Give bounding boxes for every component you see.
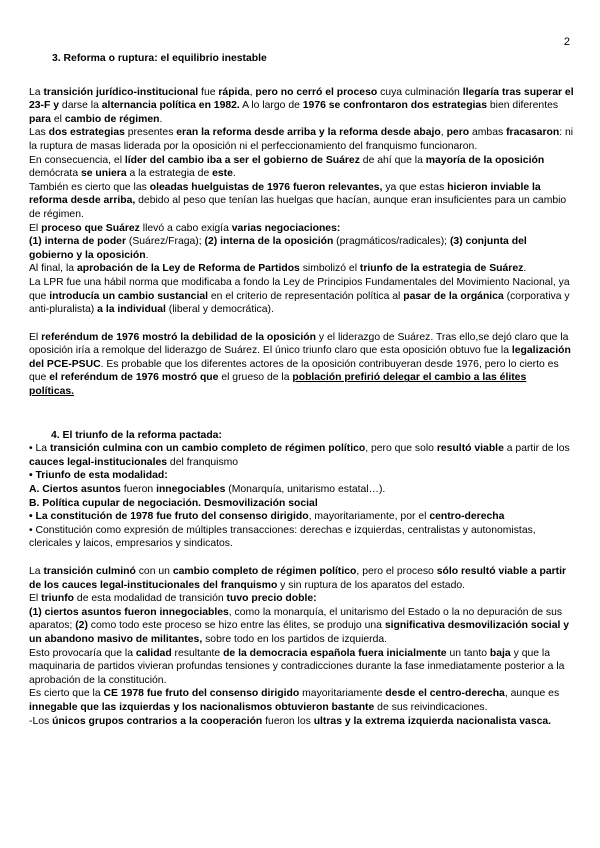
text-run: hicieron inviable la reforma desde arriba, [29,181,541,207]
text-run: para [29,113,51,125]
text-run: pero no cerró el proceso [255,86,378,98]
text-run: : ni la ruptura de masas liderada por la oposición ni el perfeccionamiento del franquismo funcionaron. [29,127,574,152]
text-run: (1) interna de poder [29,236,126,248]
paragraph [29,222,574,236]
text-run: Al final, la [29,263,77,275]
text-run: calidad [135,647,172,659]
paragraph [29,154,574,181]
section-4-heading: 4. El triunfo de la reforma pactada: [51,429,222,441]
text-run: transición culmina con un cambio completo de régimen político [49,443,366,455]
text-run: del franquismo [167,456,239,468]
text-run: población prefirió delegar el cambio a las élites políticas. [29,372,527,398]
text-run: resultante [171,647,224,659]
text-run: . Es probable que los diferentes actores de la oposición contribuyeran desde 1976, pero lo cierto es que [29,358,559,384]
paragraph [29,687,574,714]
paragraph [29,565,574,592]
text-run: de sus reivindicaciones. [374,701,488,713]
paragraph [29,126,574,153]
paragraph [29,592,574,606]
text-run: triunfo de la estrategia de Suárez [359,263,524,275]
text-run: cauces legal-institucionales [29,456,168,468]
list-item [29,524,574,551]
text-run: cambio completo de régimen político [172,566,357,577]
text-run: A. Ciertos asuntos [29,484,121,496]
text-run: líder del cambio iba a ser el gobierno de Suárez [124,154,360,166]
text-run: innegable que las izquierdas y los nacionalismos obtuvieron bastante [29,701,375,713]
text-run: tuvo precio doble: [226,593,317,605]
section-3-heading: 3. Reforma o ruptura: el equilibrio inestable [52,53,267,64]
page-content [29,52,574,728]
text-run: El [29,593,42,605]
text-run: sobre todo en los partidos de izquierda. [202,633,388,645]
text-run: cuya culminación [377,86,463,98]
page-number: 2 [563,36,570,48]
text-run: transición jurídico-institucional [43,86,199,98]
text-run: de esta modalidad de transición [74,593,227,605]
text-run: , pero que solo [365,443,437,455]
text-run: (pragmáticos/radicales); [333,236,450,248]
text-run: La [29,566,44,577]
text-run: La LPR fue una hábil norma que modificaba a fondo la Ley de Principios Fundamentales del Movimiento Nacional, ya que [29,276,570,302]
text-run: eran la reforma desde arriba y la reforma desde abajo [176,127,441,139]
list-item [29,469,574,483]
text-run: introducía un cambio sustancial [49,290,209,302]
paragraph [29,262,574,276]
text-run: , como la monarquía, el unitarismo del Estado o la no depuración de sus aparatos; [29,606,563,632]
text-run: únicos grupos contrarios a la cooperación [52,715,263,727]
text-run: referéndum de 1976 mostró la debilidad de la oposición [41,331,316,343]
list-item [29,483,574,497]
text-run: alternancia política en 1982. [101,100,240,112]
text-run: con un [135,566,173,577]
text-run: innegociables [156,484,226,496]
text-run: darse la [59,100,102,112]
text-run: . [145,249,149,261]
text-run: este [212,168,233,180]
text-run: . [523,263,527,275]
text-run: a partir de los [503,443,570,455]
text-run: se uniera [80,168,127,180]
text-run: (2) interna de la oposición [204,236,334,248]
text-run: el [50,113,65,125]
text-run: legalización del PCE-PSUC [29,345,571,370]
text-run: un tanto [446,647,490,659]
text-run: el referéndum de 1976 mostró que [49,372,219,384]
text-run: proceso que Suárez [41,222,140,234]
text-run: A lo largo de [239,100,303,112]
text-run: La [29,86,44,98]
text-run: y el liderazgo de Suárez. Tras ello,se dejó claro que la oposición iría a remolque del liderazgo de Suárez. El único triunfo claro que esta oposición obtuvo fue la [29,331,569,357]
text-run: resultó viable [436,443,504,455]
text-run: (Suárez/Fraga); [126,236,205,248]
text-run: (liberal y democrática). [165,304,274,316]
text-run: ultras y la extrema izquierda nacionalista vasca. [313,715,552,727]
text-run: en el criterio de representación política al [208,290,404,302]
text-run: simbolizó el [299,263,360,275]
text-run: El [29,222,42,234]
text-run: . [159,113,163,125]
paragraph [29,276,574,317]
text-run: . [232,168,236,180]
text-run: de la democracia española fuera inicialmente [223,647,447,659]
text-run: ambas [469,127,507,139]
text-run: En consecuencia, el [29,154,125,166]
text-run: Es cierto que la [29,688,104,700]
text-run: centro-derecha [429,511,505,523]
text-run: dos estrategias [48,127,125,139]
text-run: debido al peso que tenían las huelgas que hacían, aunque eran insuficientes para un cambio de régimen. [29,195,567,220]
text-run: , mayoritariamente, por el [308,511,430,523]
text-run: pasar de la orgánica [403,290,504,302]
text-run: varias negociaciones: [231,222,341,234]
text-run: a la individual [97,304,166,316]
text-run: • La constitución de 1978 fue fruto del consenso dirigido [29,511,309,523]
text-run: significativa desmovilización social y un abandono masivo de militantes, [29,620,570,645]
paragraph [29,647,574,688]
paragraph [29,331,574,399]
text-run: ya que estas [382,181,448,193]
text-run: como todo este proceso se hizo entre las élites, se produjo una [87,620,385,632]
text-run: oleadas huelguistas de 1976 fueron relevantes, [149,181,383,193]
text-run: a la estrategia de [126,168,213,180]
list-item [29,442,574,469]
list-item [29,510,574,524]
text-run: También es cierto que las [29,181,150,193]
text-run: desde el centro-derecha [385,688,505,700]
text-run: , pero el proceso [356,566,437,577]
text-run: de ahí que la [359,154,426,166]
text-run: transición culminó [43,566,136,577]
text-run: , [249,86,256,98]
text-run: cambio de régimen [64,113,160,125]
text-run: triunfo [41,593,75,605]
text-run: Esto provocaría que la [29,647,136,659]
text-run: (corporativa y anti-pluralista) [29,290,570,316]
text-run: demócrata [29,168,81,180]
text-run: (Monarquía, unitarismo estatal…). [225,484,386,496]
text-run: llevó a cabo exigía [139,222,232,234]
text-run: el grueso de la [218,372,293,384]
text-run: 1976 se confrontaron dos estrategias [302,100,487,112]
text-run: baja [489,647,511,659]
paragraph [29,606,574,647]
text-run: rápida [218,86,250,98]
text-run: llegaría tras superar el 23-F y [29,86,574,112]
text-run: fueron los [262,715,314,727]
text-run: y que la maquinaria de partidos vivieran profundas tensiones y contradicciones durante la fase inmediatamente posterior a la aprobación de la constitución. [29,647,565,686]
text-run: (3) conjunta del gobierno y la oposición [29,236,527,261]
text-run: presentes [124,127,177,139]
text-run: • Triunfo de esta modalidad: [29,470,168,482]
text-run: mayoritariamente [299,688,386,700]
text-run: pero [446,127,470,139]
text-run: y sin ruptura de los aparatos del estado. [277,579,466,591]
text-run: • La [29,443,50,455]
text-run: , [440,127,447,139]
paragraph [29,235,574,262]
text-run: fue [198,86,219,98]
text-run: (2) [75,620,88,632]
text-run: , aunque es [504,688,560,700]
text-run: mayoría de la oposición [425,154,545,166]
text-run: sólo resultó viable a partir de los cauces legal-institucionales del franquismo [29,566,567,591]
text-run: fueron [120,484,157,496]
list-item [29,497,574,511]
text-run: El [29,331,42,343]
text-run: Las [29,127,49,139]
paragraph [29,181,574,222]
text-run: B. Política cupular de negociación. Desmovilización social [29,497,318,509]
text-run: • Constitución como expresión de múltiples transacciones: derechas e izquierdas, centralistas y autonomistas, clericales y laicos, empresarios y sindicatos. [29,524,536,550]
text-run: bien diferentes [487,100,559,112]
paragraph [29,715,574,729]
text-run: fracasaron [506,127,560,139]
text-run: (1) ciertos asuntos fueron innegociables [29,606,229,618]
paragraph [29,86,574,127]
text-run: -Los [29,715,53,727]
text-run: CE 1978 fue fruto del consenso dirigido [103,688,300,700]
text-run: aprobación de la Ley de Reforma de Partidos [76,263,300,275]
